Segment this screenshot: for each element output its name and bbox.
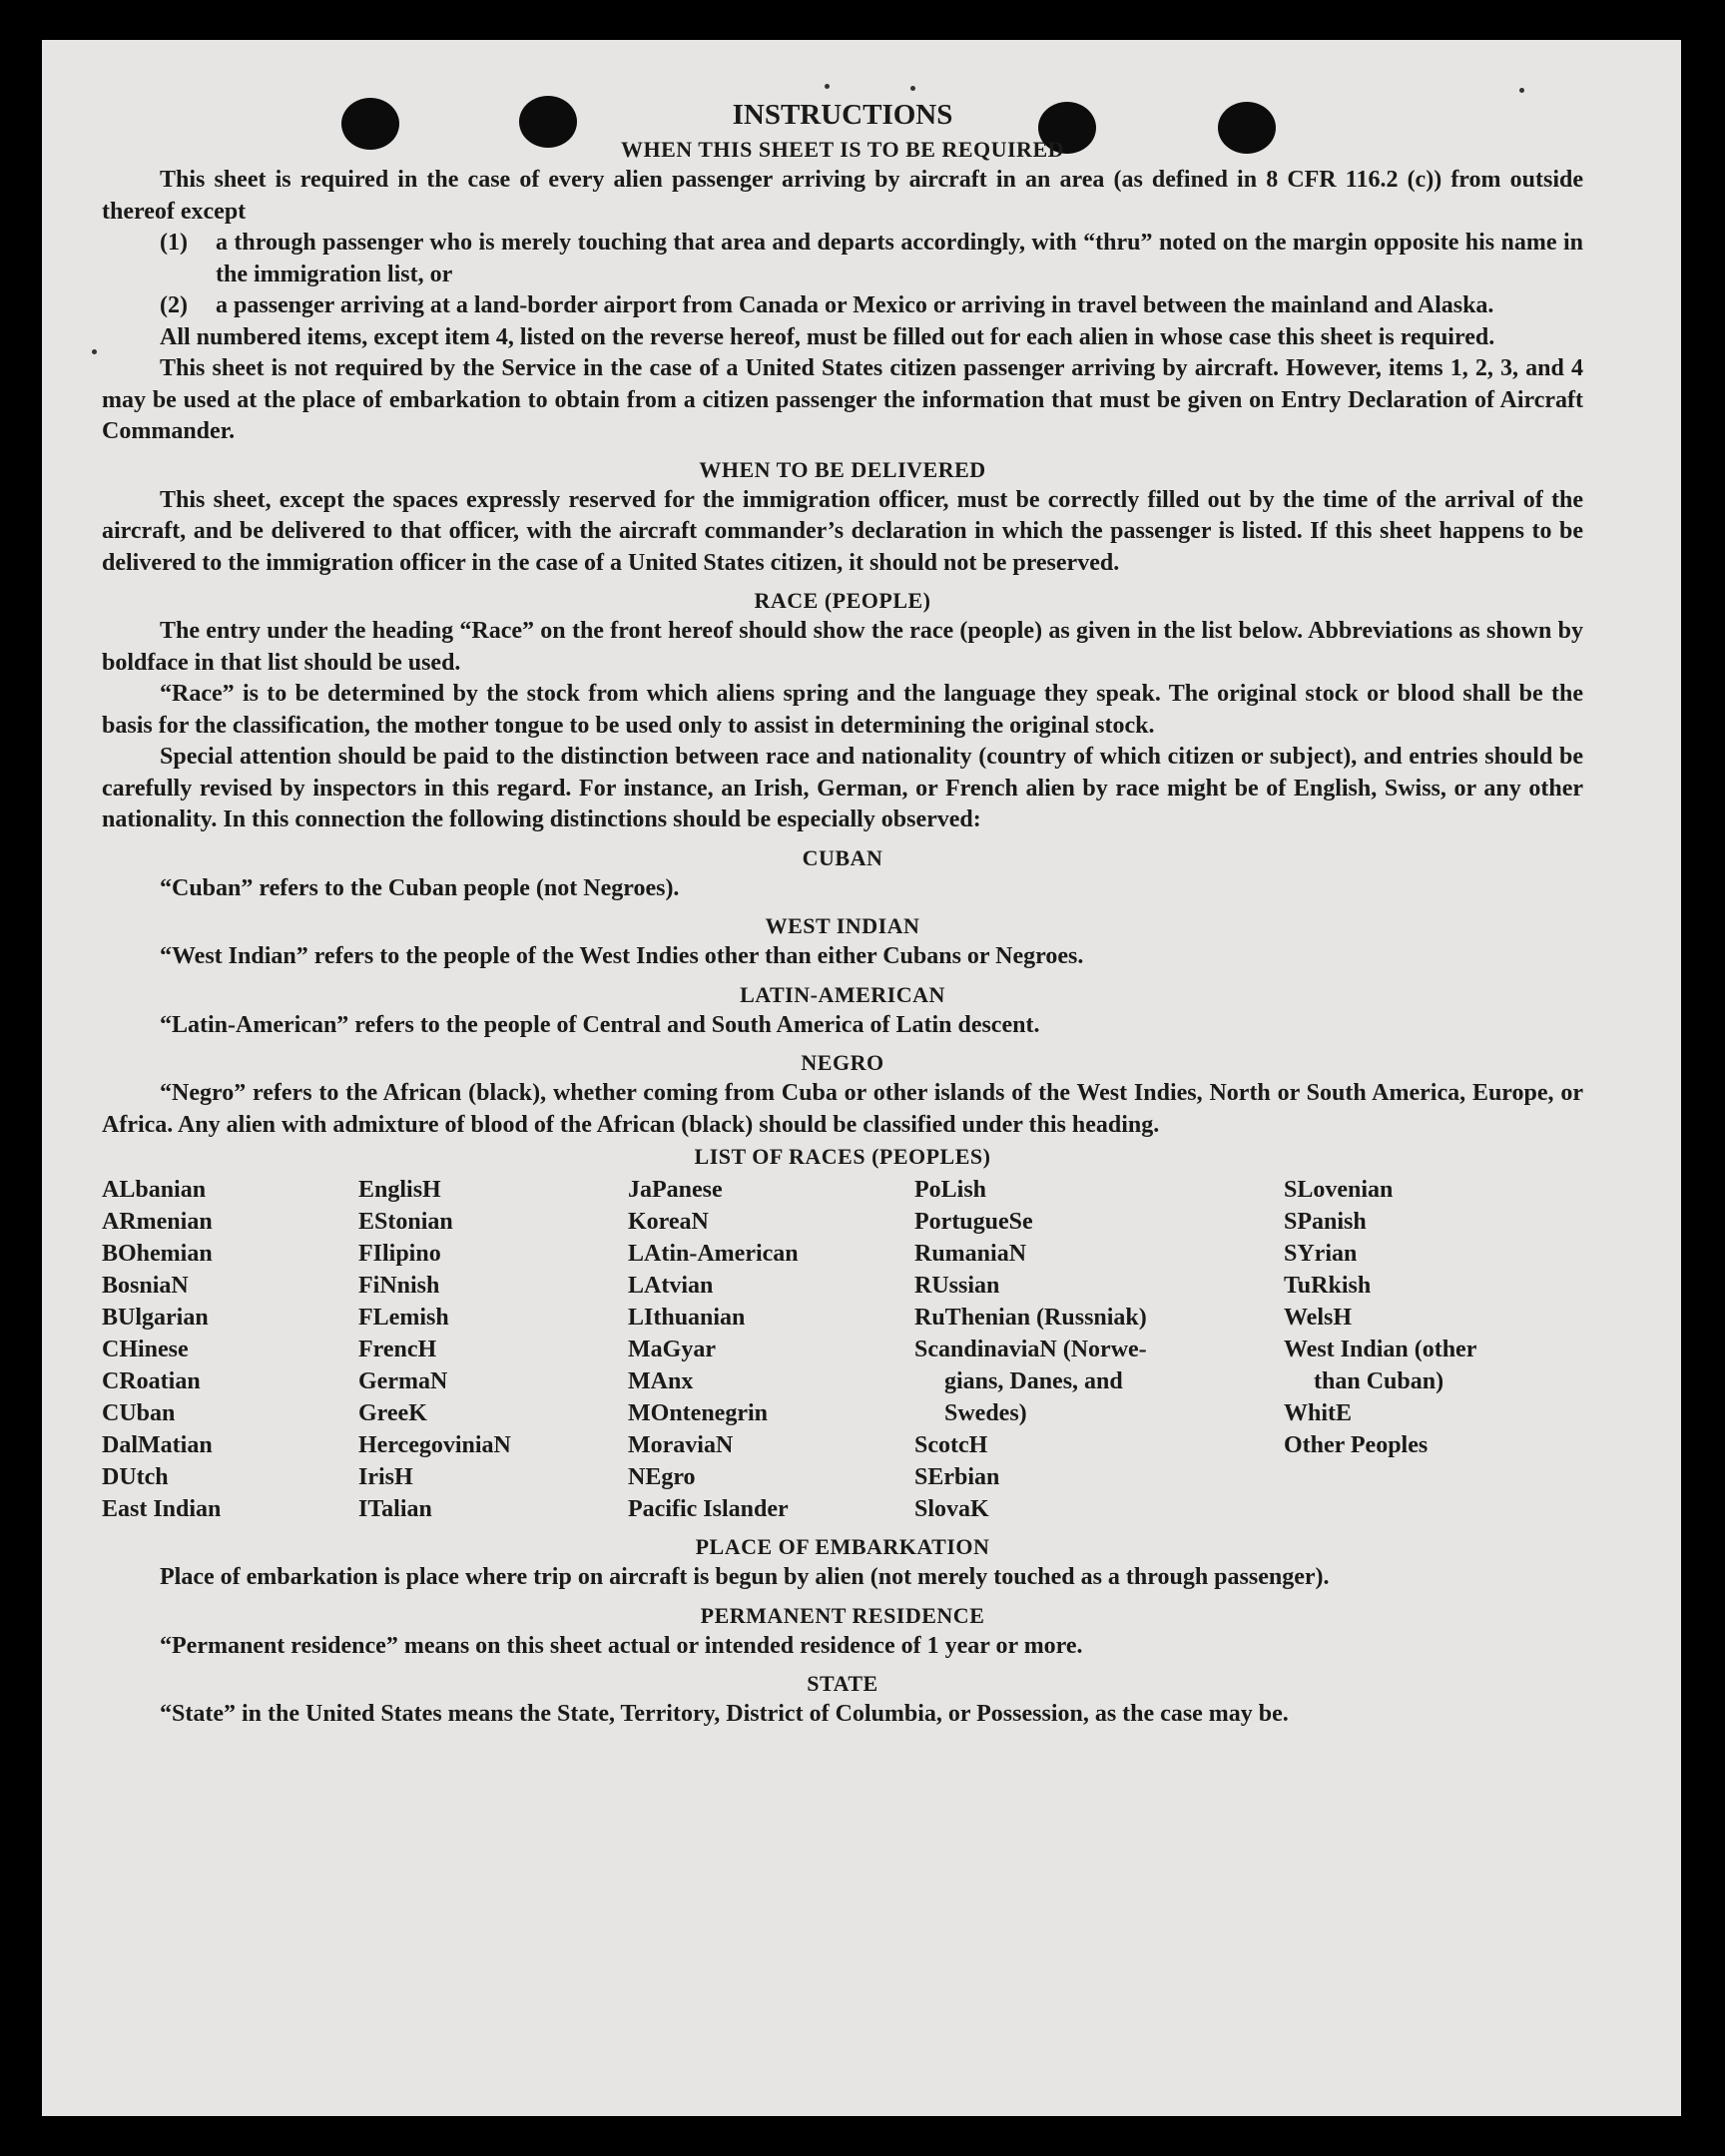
section-heading: PERMANENT RESIDENCE — [700, 1602, 985, 1628]
race-entry: SYrian — [1284, 1241, 1358, 1267]
page-title: INSTRUCTIONS — [732, 99, 953, 131]
paragraph: This sheet is not required by the Service in the case of a United States citizen passenger arriving by aircraft. However, items 1, 2, 3, and 4 may be used at the place of embarkation to obtain from a citizen passenger the information that must be given on Entry Declaration of Aircraft Commander. — [102, 355, 1583, 444]
race-entry: NEgro — [628, 1464, 696, 1490]
speck — [825, 84, 830, 89]
paragraph: “Permanent residence” means on this sheet actual or intended residence of 1 year or more. — [160, 1632, 1083, 1659]
section-heading: PLACE OF EMBARKATION — [695, 1534, 990, 1559]
paragraph: This sheet is required in the case of every alien passenger arriving by aircraft in an area (as defined in 8 CFR 116.2 (c)) from outside thereof except — [102, 167, 1583, 225]
races-column — [628, 1174, 914, 1525]
race-entry: WhitE — [1284, 1400, 1353, 1426]
race-entry: East Indian — [102, 1496, 222, 1522]
race-entry: FIlipino — [358, 1241, 441, 1267]
race-entry: BOhemian — [102, 1241, 213, 1267]
races-column — [102, 1174, 358, 1525]
race-entry: EnglisH — [358, 1177, 441, 1203]
speck — [92, 349, 97, 354]
item-number: (1) — [160, 230, 188, 256]
paragraph: “Latin-American” refers to the people of Central and South America of Latin descent. — [160, 1011, 1040, 1038]
section-heading: WHEN TO BE DELIVERED — [699, 456, 986, 482]
race-entry: BUlgarian — [102, 1305, 209, 1331]
race-entry: TuRkish — [1284, 1273, 1372, 1299]
race-entry: FrencH — [358, 1337, 437, 1362]
race-entry: EStonian — [358, 1209, 453, 1235]
race-entry: GreeK — [358, 1400, 427, 1426]
race-entry: ScotcH — [914, 1432, 988, 1458]
race-entry: JaPanese — [628, 1177, 723, 1203]
race-entry: RUssian — [914, 1273, 1000, 1299]
race-entry: SLovenian — [1284, 1177, 1394, 1203]
race-entry: Swedes) — [944, 1400, 1027, 1426]
race-entry: SlovaK — [914, 1496, 989, 1522]
race-entry: BosniaN — [102, 1273, 189, 1299]
race-entry: MOntenegrin — [628, 1400, 768, 1426]
paragraph: “West Indian” refers to the people of the West Indies other than either Cubans or Negroes. — [160, 943, 1084, 969]
race-entry: RumaniaN — [914, 1241, 1027, 1267]
race-entry: ScandinaviaN (Norwe- — [914, 1337, 1147, 1362]
paragraph: “Negro” refers to the African (black), whether coming from Cuba or other islands of the West Indies, North or South America, Europe, or Africa. Any alien with admixture of blood of the African (black) should be classified under this heading. — [102, 1080, 1583, 1138]
race-entry: Pacific Islander — [628, 1496, 789, 1522]
race-entry: DUtch — [102, 1464, 169, 1490]
paragraph: The entry under the heading “Race” on the front hereof should show the race (people) as given in the list below. Abbreviations as shown by boldface in that list should be used. — [102, 618, 1583, 676]
instructions-body — [102, 96, 1583, 1731]
list-item — [160, 228, 1583, 290]
race-entry: LAtvian — [628, 1273, 714, 1299]
section-heading: NEGRO — [801, 1050, 884, 1075]
race-entry: PortugueSe — [914, 1209, 1033, 1235]
race-entry: ITalian — [358, 1496, 432, 1522]
race-entry: CUban — [102, 1400, 176, 1426]
item-number: (2) — [160, 292, 188, 318]
list-item — [160, 290, 1583, 322]
race-entry: Other Peoples — [1284, 1432, 1429, 1458]
section-heading: WEST INDIAN — [765, 913, 920, 938]
speck — [1519, 88, 1524, 93]
paragraph: This sheet, except the spaces expressly reserved for the immigration officer, must be correctly filled out by the time of the arrival of the aircraft, and be delivered to that officer, with the aircraft commander’s declaration in which the passenger is listed. If this sheet happens to be delivered to the immigration officer in the case of a United States citizen, it should not be preserved. — [102, 486, 1583, 576]
race-entry: MAnx — [628, 1368, 694, 1394]
section-heading: CUBAN — [802, 844, 883, 870]
race-entry: ARmenian — [102, 1209, 213, 1235]
race-entry: HercegoviniaN — [358, 1432, 511, 1458]
paragraph: “Race” is to be determined by the stock from which aliens spring and the language they speak. The original stock or blood shall be the basis for the classification, the mother tongue to be used only to assist in determining the original stock. — [102, 681, 1583, 739]
race-entry: gians, Danes, and — [944, 1368, 1123, 1394]
race-entry: RuThenian (Russniak) — [914, 1305, 1147, 1331]
race-entry: MaGyar — [628, 1337, 716, 1362]
section-heading: WHEN THIS SHEET IS TO BE REQUIRED — [620, 137, 1065, 162]
race-entry: SPanish — [1284, 1209, 1367, 1235]
race-entry: FLemish — [358, 1305, 449, 1331]
paragraph: “Cuban” refers to the Cuban people (not Negroes). — [160, 874, 680, 901]
race-entry: ALbanian — [102, 1177, 207, 1203]
paragraph: “State” in the United States means the State, Territory, District of Columbia, or Possession, as the case may be. — [160, 1701, 1289, 1727]
paragraph: All numbered items, except item 4, listed on the reverse hereof, must be filled out for each alien in whose case this sheet is required. — [160, 323, 1495, 350]
race-entry: FiNnish — [358, 1273, 440, 1299]
races-column — [358, 1174, 628, 1525]
race-entry: DalMatian — [102, 1432, 213, 1458]
races-column — [1284, 1174, 1583, 1525]
race-entry: IrisH — [358, 1464, 413, 1490]
speck — [910, 86, 915, 91]
race-entry: LAtin-American — [628, 1241, 799, 1267]
race-entry: than Cuban) — [1314, 1368, 1444, 1394]
section-heading: RACE (PEOPLE) — [754, 588, 931, 613]
paragraph: Special attention should be paid to the distinction between race and nationality (country of which citizen or subject), and entries should be carefully revised by inspectors in this regard. For instance, an Irish, German, or French alien by race might be of English, Swiss, or any other nationality. In this connection the following distinctions should be especially observed: — [102, 744, 1583, 832]
item-text: a through passenger who is merely touching that area and departs accordingly, with “thru” noted on the margin opposite his name in the immigration list, or — [216, 230, 1583, 287]
race-entry: WelsH — [1284, 1305, 1353, 1331]
race-entry: PoLish — [914, 1177, 987, 1203]
paragraph: Place of embarkation is place where trip on aircraft is begun by alien (not merely touched as a through passenger). — [160, 1564, 1330, 1590]
race-entry: LIthuanian — [628, 1305, 746, 1331]
race-entry: GermaN — [358, 1368, 448, 1394]
races-column — [914, 1174, 1284, 1525]
item-text: a passenger arriving at a land-border airport from Canada or Mexico or arriving in travel between the mainland and Alaska. — [216, 292, 1494, 318]
races-list — [102, 1174, 1583, 1525]
race-entry: CRoatian — [102, 1368, 201, 1394]
race-entry: MoraviaN — [628, 1432, 734, 1458]
section-heading: LATIN-AMERICAN — [740, 981, 945, 1007]
section-heading: STATE — [807, 1671, 878, 1696]
race-entry: KoreaN — [628, 1209, 709, 1235]
race-entry: SErbian — [914, 1464, 1000, 1490]
race-entry: CHinese — [102, 1337, 189, 1362]
section-heading: LIST OF RACES (PEOPLES) — [694, 1144, 991, 1169]
race-entry: West Indian (other — [1284, 1337, 1477, 1362]
